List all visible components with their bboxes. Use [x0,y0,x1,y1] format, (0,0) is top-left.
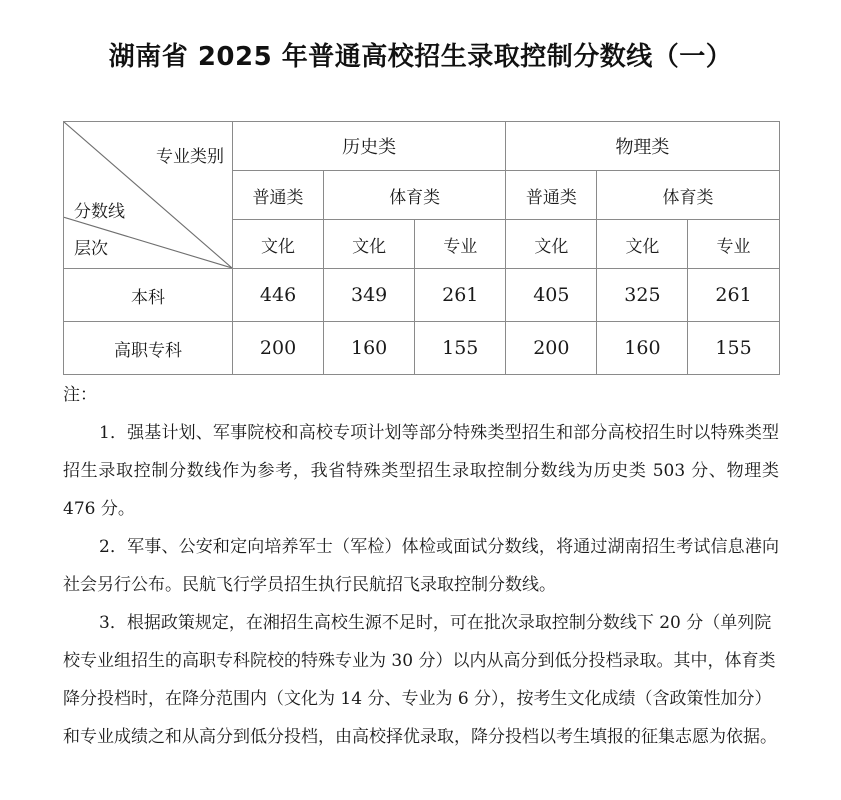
score-line-table-container [63,121,779,375]
table-header-row-group [64,122,780,171]
table-row [64,322,780,375]
note-item-2: 2．军事、公安和定向培养军士（军检）体检或面试分数线，将通过湖南招生考试信息港向社会另行公布。民航飞行学员招生执行民航招飞录取控制分数线。 [63,537,779,595]
subject-header-history-general-culture: 文化 [233,220,324,269]
cell-undergraduate-history-general-culture: 446 [233,269,324,322]
cell-vocational-physics-general-culture: 200 [506,322,597,375]
subject-header-history-sports-culture: 文化 [324,220,415,269]
note-item-3: 3．根据政策规定，在湘招生高校生源不足时，可在批次录取控制分数线下 20 分（单列院校专业组招生的高职专科院校的特殊专业为 30 分）以内从高分到低分投档录取。其中，体育类降分投档时，在降分范围内（文化为 14 分、专业为 6 分），按考生文化成绩（含政策性加分）和专业成绩之和从高分到低分投档，由高校择优录取，降分投档以考生填报的征集志愿为依据。 [63,613,777,747]
score-line-table [63,121,780,375]
row-label-vocational: 高职专科 [64,322,233,375]
cell-vocational-history-sports-major: 155 [415,322,506,375]
cell-vocational-physics-sports-major: 155 [688,322,779,375]
subject-header-history-sports-major: 专业 [415,220,506,269]
cell-undergraduate-physics-general-culture: 405 [506,269,597,322]
corner-label-tier: 层次 [74,239,108,259]
corner-label-major-category: 专业类别 [156,147,224,167]
cell-vocational-history-sports-culture: 160 [324,322,415,375]
row-label-undergraduate: 本科 [64,269,233,322]
note-item-1: 1．强基计划、军事院校和高校专项计划等部分特殊类型招生和部分高校招生时以特殊类型招生录取控制分数线作为参考，我省特殊类型招生录取控制分数线为历史类 503 分、物理类 476 分。 [63,423,779,519]
subgroup-header-history-sports: 体育类 [324,171,506,220]
cell-vocational-history-general-culture: 200 [233,322,324,375]
table-row [64,269,780,322]
cell-vocational-physics-sports-culture: 160 [597,322,688,375]
table-corner-header-cell [64,122,233,269]
subject-header-physics-general-culture: 文化 [506,220,597,269]
subgroup-header-physics-sports: 体育类 [597,171,779,220]
group-header-physics: 物理类 [506,122,779,171]
group-header-history: 历史类 [233,122,506,171]
notes-section [63,376,779,756]
cell-undergraduate-history-sports-culture: 349 [324,269,415,322]
cell-undergraduate-physics-sports-culture: 325 [597,269,688,322]
page-title: 湖南省 2025 年普通高校招生录取控制分数线（一） [108,42,733,72]
cell-undergraduate-physics-sports-major: 261 [688,269,779,322]
notes-heading: 注： [63,385,97,405]
corner-label-score-line: 分数线 [74,202,125,222]
cell-undergraduate-history-sports-major: 261 [415,269,506,322]
subject-header-physics-sports-culture: 文化 [597,220,688,269]
subgroup-header-history-general: 普通类 [233,171,324,220]
subgroup-header-physics-general: 普通类 [506,171,597,220]
subject-header-physics-sports-major: 专业 [688,220,779,269]
